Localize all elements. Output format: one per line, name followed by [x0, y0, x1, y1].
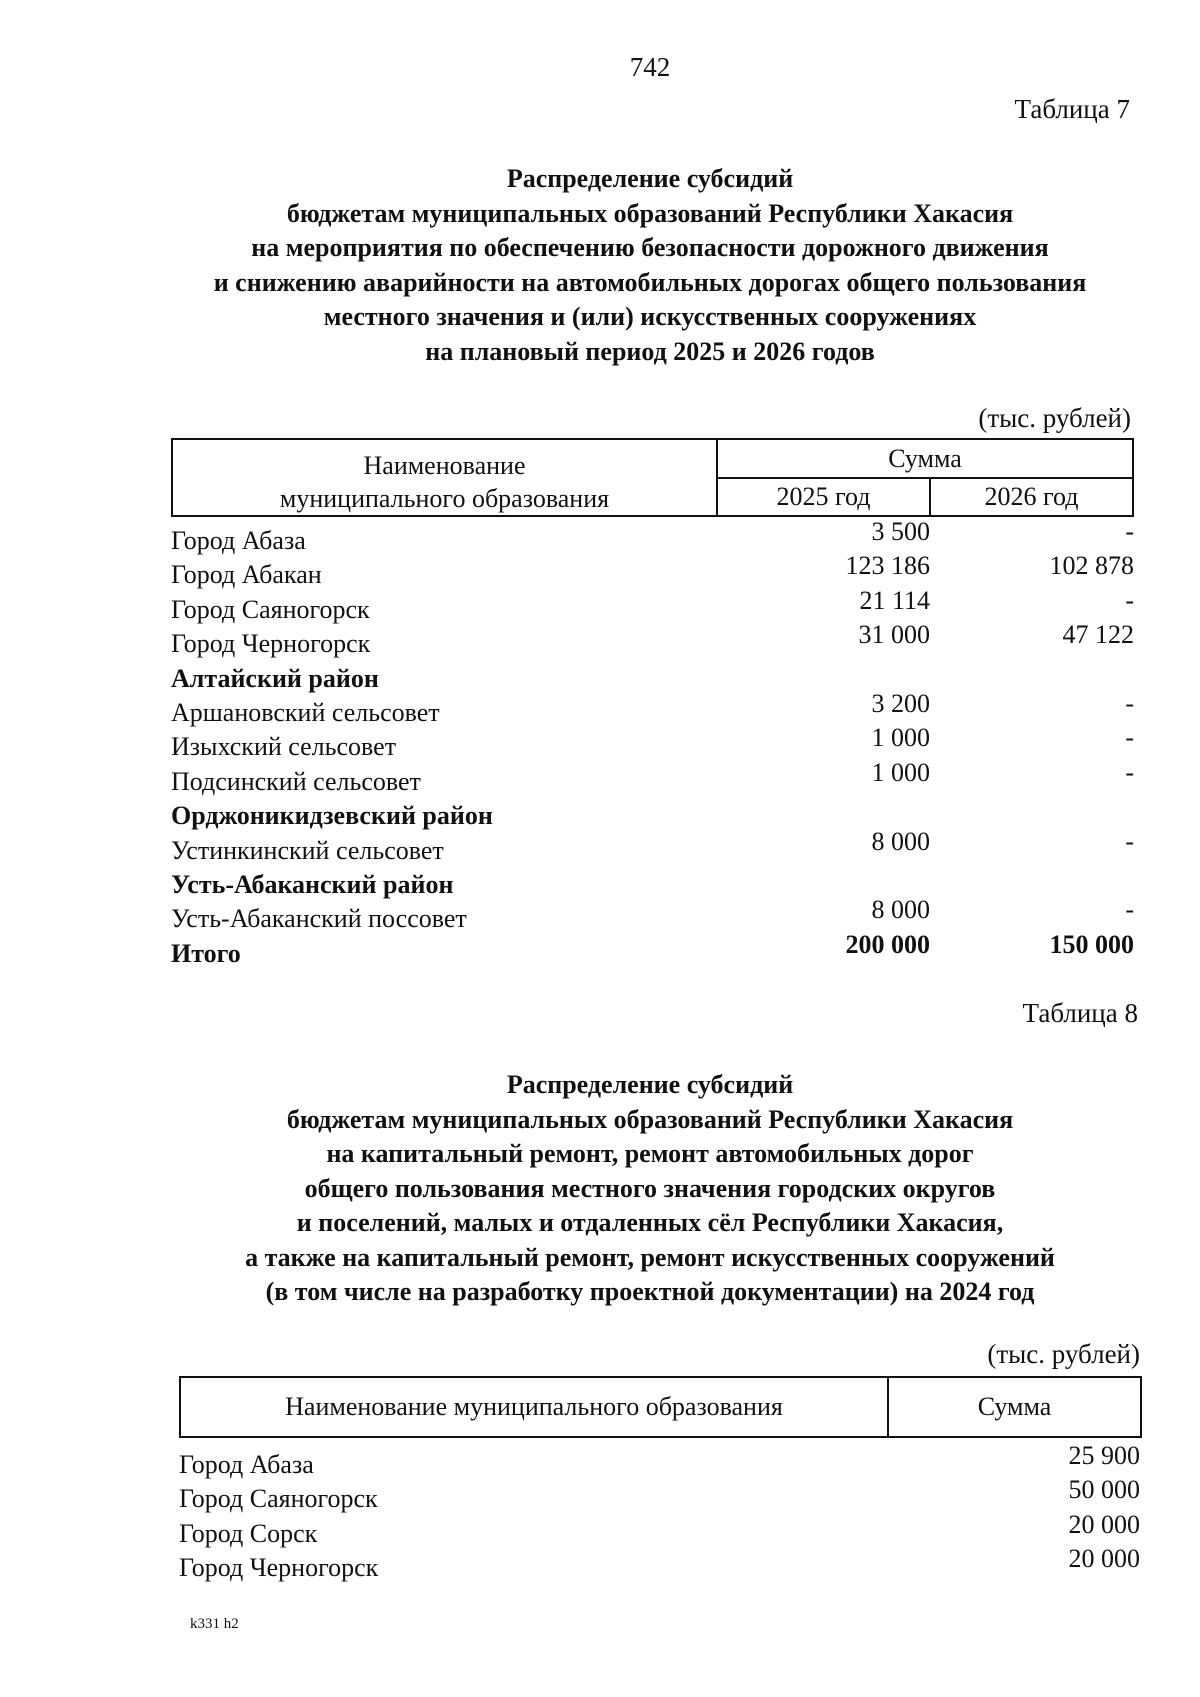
table-row	[171, 792, 1136, 831]
table8-title-line: на капитальный ремонт, ремонт автомобильных дорог	[326, 1139, 974, 1168]
table8-body	[179, 1441, 1140, 1583]
row-value-2025: 1 000	[871, 757, 930, 787]
table8-header-name: Наименование муниципального образования	[180, 1377, 888, 1437]
row-value-2026: -	[1125, 895, 1134, 925]
table7-header-name-line1: Наименование	[363, 451, 526, 480]
table7-label: Таблица 7	[1014, 94, 1130, 124]
table7-header	[171, 438, 1134, 517]
table-row	[171, 551, 1136, 590]
row-value-2025: 21 114	[859, 585, 930, 615]
row-name: Подсинский сельсовет	[171, 766, 421, 796]
table8-label: Таблица 8	[1022, 998, 1138, 1028]
row-value-2026: -	[1125, 517, 1134, 546]
table-row	[171, 929, 1136, 968]
table-row	[171, 517, 1136, 555]
table7-header-year-2025: 2025 год	[717, 478, 930, 516]
row-value-2026: -	[1125, 585, 1134, 615]
table8-title-line: (в том числе на разработку проектной документации) на 2024 год	[265, 1277, 1035, 1306]
row-name: Алтайский район	[171, 663, 379, 693]
row-name: Орджоникидзевский район	[171, 801, 493, 831]
table8-header-sum: Сумма	[888, 1377, 1141, 1437]
table8-title	[0, 1068, 1200, 1310]
row-name: Аршановский сельсовет	[171, 697, 440, 727]
table8-title-line: бюджетам муниципальных образований Республики Хакасия	[286, 1104, 1014, 1134]
page-number: 742	[629, 52, 671, 82]
row-name: Город Абаза	[171, 526, 306, 555]
row-value-2025: 3 200	[871, 688, 930, 718]
row-name: Город Саяногорск	[171, 594, 370, 624]
row-value-2025: 8 000	[871, 826, 930, 856]
table-row	[171, 861, 1136, 899]
table7-header-name	[172, 439, 717, 516]
row-value-2026: -	[1125, 826, 1134, 856]
table-row	[179, 1475, 1140, 1514]
table7-title-line: на плановый период 2025 и 2026 годов	[425, 336, 875, 366]
row-name: Город Абаза	[179, 1450, 314, 1479]
row-name: Усть-Абаканский район	[171, 869, 454, 899]
table7-title-line: на мероприятия по обеспечению безопасности дорожного движения	[251, 233, 1049, 262]
table-row	[171, 620, 1136, 659]
table7-header-sum: Сумма	[717, 439, 1133, 478]
row-value-2026: -	[1125, 688, 1134, 718]
row-value-2025: 123 186	[845, 551, 930, 581]
row-name: Итого	[171, 938, 241, 968]
row-name: Город Черногорск	[171, 629, 371, 659]
row-value-2025: 31 000	[858, 620, 930, 650]
table-row	[171, 655, 1136, 693]
footer-code: k331 h2	[190, 1616, 239, 1632]
table7-title-line: бюджетам муниципальных образований Республики Хакасия	[286, 198, 1014, 228]
row-name: Изыхский сельсовет	[171, 732, 397, 762]
table8-title-line: а также на капитальный ремонт, ремонт искусственных сооружений	[245, 1242, 1055, 1272]
table8-header	[179, 1376, 1142, 1438]
table7-title	[0, 162, 1200, 369]
table7-title-line: Распределение субсидий	[506, 164, 794, 193]
table-row	[171, 826, 1136, 865]
table8-title-line: и поселений, малых и отдаленных сёл Республики Хакасия,	[296, 1208, 1004, 1237]
table8-title-line: общего пользования местного значения городских округов	[304, 1173, 996, 1203]
row-name: Город Сорск	[179, 1518, 318, 1548]
table-row	[171, 757, 1136, 796]
row-value-2025: 8 000	[871, 895, 930, 925]
row-value-2026: 102 878	[1049, 551, 1134, 581]
row-value: 20 000	[1068, 1544, 1140, 1574]
row-value-2026: -	[1125, 723, 1134, 753]
row-value-2026: 150 000	[1049, 929, 1134, 959]
table-row	[171, 895, 1136, 934]
row-value: 25 900	[1068, 1441, 1140, 1470]
table-row	[179, 1509, 1140, 1548]
table-row	[179, 1441, 1140, 1479]
table7-body	[171, 517, 1136, 968]
table7-title-line: и снижению аварийности на автомобильных дорогах общего пользования	[213, 267, 1087, 297]
row-name: Усть-Абаканский поссовет	[171, 904, 467, 934]
row-value-2025: 200 000	[845, 929, 930, 959]
row-name: Город Черногорск	[179, 1553, 379, 1583]
row-value-2026: -	[1125, 757, 1134, 787]
row-value-2025: 3 500	[871, 517, 930, 546]
row-name: Город Саяногорск	[179, 1484, 378, 1514]
row-value: 20 000	[1068, 1509, 1140, 1539]
table-row	[179, 1544, 1140, 1583]
row-value-2025: 1 000	[871, 723, 930, 753]
table7-header-name-line2: муниципального образования	[279, 484, 610, 513]
row-name: Устинкинский сельсовет	[171, 835, 444, 865]
table7-unit-label: (тыс. рублей)	[978, 403, 1131, 433]
table-row	[171, 688, 1136, 727]
row-value: 50 000	[1068, 1475, 1140, 1505]
table7-header-year-2026: 2026 год	[930, 478, 1133, 516]
row-value-2026: 47 122	[1062, 620, 1134, 650]
table8-title-line: Распределение субсидий	[506, 1070, 794, 1099]
table-row	[171, 585, 1136, 624]
row-name: Город Абакан	[171, 560, 322, 590]
table7-title-line: местного значения и (или) искусственных сооружениях	[323, 302, 977, 331]
table-row	[171, 723, 1136, 762]
table8-unit-label: (тыс. рублей)	[987, 1339, 1140, 1369]
